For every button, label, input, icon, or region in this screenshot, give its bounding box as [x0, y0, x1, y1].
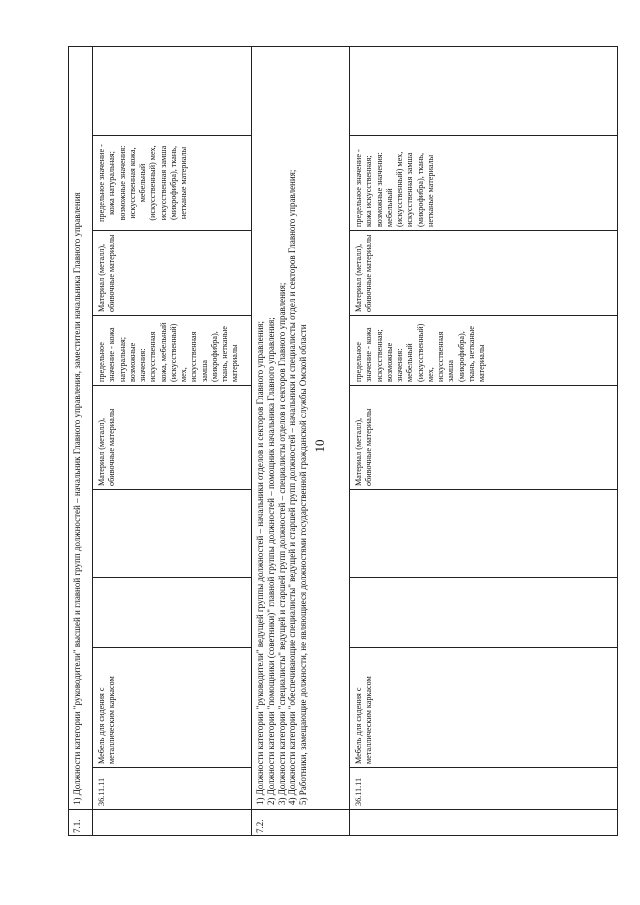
- section-71-header: [69, 47, 93, 835]
- section-71-index: 7.1.: [69, 809, 92, 835]
- table-cell-name: Мебель для сидения с металлическим каркасом: [350, 647, 617, 767]
- section-72-heading-line: 1) Должности категории "руководители" ведущей группы должностей – начальники отделов и секторов Главного управления;: [255, 320, 265, 805]
- table-cell-material: Материал (металл), обивочные материалы: [93, 230, 251, 315]
- table-cell-value: предельное значение - кожа искусственная; возможные значения: мебельный (искусственный) мех, искусственная замша (микрофибра), ткань, нетканые материалы: [350, 135, 617, 230]
- section-72-heading-line: 3) Должности категории "специалисты" ведущей и старшей групп должностей – специалисты отделов и секторов Главного управления;: [276, 282, 287, 805]
- section-72-heading-line: 2) Должности категории "помощники (советники)" главной группы должностей – помощник начальника Главного управления;: [265, 317, 276, 805]
- page-number: 10: [312, 439, 327, 453]
- section-72-index: 7.2.: [252, 809, 349, 835]
- table-cell-empty: [93, 489, 251, 577]
- table-row: [93, 47, 252, 835]
- table-cell-value: предельное значение - кожа натуральная; возможные значения: искусственная кожа, мебельный (искусственный) мех, искусственная замша (микрофибра), ткань, нетканые материалы: [93, 135, 251, 230]
- section-72-heading-line: 5) Работники, замещающие должности, не являющиеся должностями государственной гражданской службы Омской области: [298, 324, 309, 805]
- table-cell-value: предельное значение - кожа натуральная; возможные значения: искусственная кожа, мебельный (искусственный) мех, искусственная замша (микрофибра), ткань, нетканые материалы: [93, 315, 251, 385]
- section-72-heading: [252, 47, 312, 809]
- table-cell-empty: [93, 45, 251, 135]
- table-cell-empty: [93, 577, 251, 647]
- table-cell-material: Материал (металл), обивочные материалы: [93, 385, 251, 489]
- section-72-header: [252, 47, 350, 835]
- table-row: [350, 47, 617, 835]
- table-cell-material: Материал (металл), обивочные материалы: [350, 385, 617, 489]
- requirements-table: [68, 46, 618, 836]
- table-cell-code: 36.11.11: [350, 767, 617, 809]
- section-71-heading: 1) Должности категории "руководители" высшей и главной групп должностей – начальник Главного управления, заместители начальника Главного управления: [72, 192, 82, 805]
- table-cell-value: предельное значение - кожа искусственная; возможные значения: мебельный (искусственный) мех, искусственная замша (микрофибра), ткань, нетканые материалы: [350, 315, 617, 385]
- table-cell-empty: [93, 809, 251, 835]
- table-cell-name: Мебель для сидения с металлическим каркасом: [93, 647, 251, 767]
- table-cell-code: 36.11.11: [93, 767, 251, 809]
- table-cell-empty: [350, 577, 617, 647]
- table-cell-material: Материал (металл), обивочные материалы: [350, 230, 617, 315]
- table-cell-empty: [350, 489, 617, 577]
- table-cell-empty: [350, 45, 617, 135]
- section-72-heading-line: 4) Должности категории "обеспечивающие специалисты" ведущей и старшей групп должностей – начальники и специалисты отдел и секторов Главного управления;: [287, 169, 298, 805]
- table-cell-empty: [350, 809, 617, 835]
